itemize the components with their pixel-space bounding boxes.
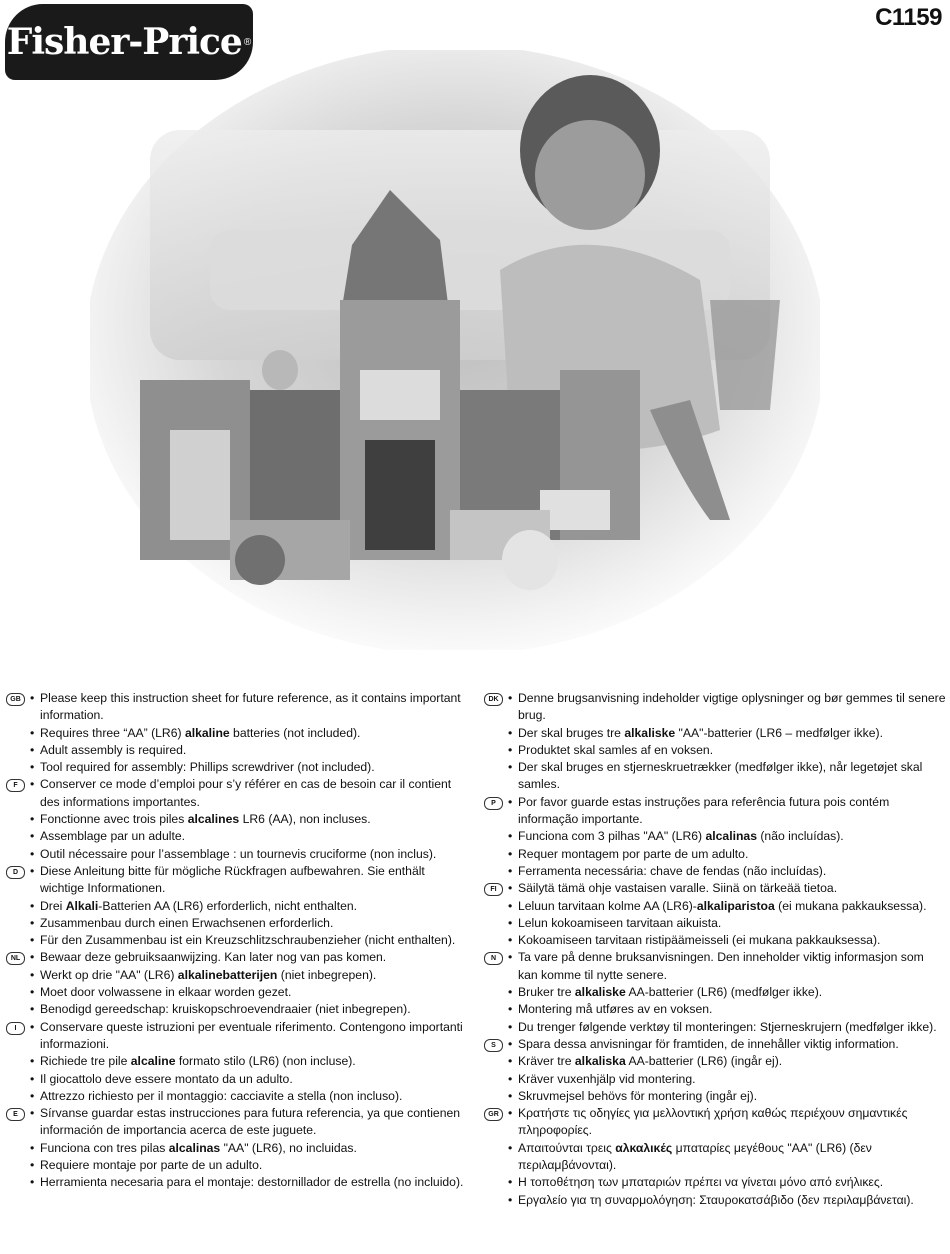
list-item: • Κρατήστε τις οδηγίες για μελλοντική χρήση καθώς περιέχουν σημαντικές πληροφορίες. xyxy=(508,1106,908,1138)
instructions-right-column xyxy=(484,690,946,1209)
list-item: • Moet door volwassene in elkaar worden gezet. xyxy=(30,985,292,1000)
list-item: • Richiede tre pile alcaline formato stilo (LR6) (non incluse). xyxy=(30,1054,356,1069)
language-section-i xyxy=(6,1019,468,1105)
language-badge: S xyxy=(484,1039,503,1052)
language-section-p xyxy=(484,794,946,880)
list-item: • Zusammenbau durch einen Erwachsenen erforderlich. xyxy=(30,915,334,930)
language-badge: D xyxy=(6,866,25,879)
list-item: • Εργαλείο για τη συναρμολόγηση: Σταυροκατσάβιδο (δεν περιλαμβάνεται). xyxy=(508,1192,914,1207)
basket-shape xyxy=(710,300,780,410)
list-item: • Attrezzo richiesto per il montaggio: cacciavite a stella (non incluso). xyxy=(30,1088,403,1103)
list-item: • Skruvmejsel behövs för montering (ingår ej). xyxy=(508,1088,758,1103)
list-item: • Bewaar deze gebruiksaanwijzing. Kan later nog van pas komen. xyxy=(30,950,387,965)
brand-name: Fisher-Price xyxy=(6,21,242,63)
language-section-n xyxy=(484,949,946,1035)
list-item: • Spara dessa anvisningar för framtiden, de innehåller viktig information. xyxy=(508,1036,899,1051)
list-item: • Für den Zusammenbau ist ein Kreuzschlitzschraubenzieher (nicht enthalten). xyxy=(30,933,456,948)
instructions-left-column xyxy=(6,690,468,1192)
list-item: • Denne brugsanvisning indeholder vigtige oplysninger og bør gemmes til senere brug. xyxy=(508,691,946,723)
language-badge: I xyxy=(6,1022,25,1035)
list-item: • Requiere montaje por parte de un adulto. xyxy=(30,1158,263,1173)
list-item: • Der skal bruges en stjerneskruetrækker (medfølger ikke), når legetøjet skal samles. xyxy=(508,760,923,792)
list-item: • Conserver ce mode d’emploi pour s’y référer en cas de besoin car il contient des informations importantes. xyxy=(30,777,452,809)
language-section-nl xyxy=(6,949,468,1018)
language-section-gb xyxy=(6,690,468,776)
list-item: • Diese Anleitung bitte für mögliche Rückfragen aufbewahren. Sie enthält wichtige Informationen. xyxy=(30,863,425,896)
registered-mark-icon: ® xyxy=(243,36,252,48)
list-item: • Säilytä tämä ohje vastaisen varalle. Siinä on tärkeää tietoa. xyxy=(508,881,838,896)
language-badge: GR xyxy=(484,1108,503,1121)
list-item: • Kräver vuxenhjälp vid montering. xyxy=(508,1071,696,1086)
language-section-dk xyxy=(484,690,946,794)
list-item: • Montering må utføres av en voksen. xyxy=(508,1002,713,1017)
list-item: • Fonctionne avec trois piles alcalines LR6 (AA), non incluses. xyxy=(30,812,371,827)
list-item: • Requires three “AA” (LR6) alkaline batteries (not included). xyxy=(30,725,361,740)
list-item: • Por favor guarde estas instruções para referência futura pois contém informação importante. xyxy=(508,794,890,827)
list-item: • Werkt op drie "AA" (LR6) alkalinebatterijen (niet inbegrepen). xyxy=(30,967,377,982)
list-item: • Assemblage par un adulte. xyxy=(30,829,185,844)
list-item: • Du trenger følgende verktøy til monteringen: Stjerneskrujern (medfølger ikke). xyxy=(508,1019,937,1034)
list-item: • Tool required for assembly: Phillips screwdriver (not included). xyxy=(30,760,375,775)
list-item: • Kräver tre alkaliska AA-batterier (LR6) (ingår ej). xyxy=(508,1054,783,1069)
list-item: • Produktet skal samles af en voksen. xyxy=(508,742,714,757)
language-section-e xyxy=(6,1105,468,1191)
list-item: • Leluun tarvitaan kolme AA (LR6)-alkaliparistoa (ei mukana pakkauksessa). xyxy=(508,898,927,913)
list-item: • Outil nécessaire pour l’assemblage : un tournevis cruciforme (non inclus). xyxy=(30,846,437,861)
language-badge: DK xyxy=(484,693,503,706)
list-item: • Drei Alkali-Batterien AA (LR6) erforderlich, nicht enthalten. xyxy=(30,898,358,913)
list-item: • Απαιτούνται τρεις αλκαλικές μπαταρίες μεγέθους "AA" (LR6) (δεν περιλαμβάνονται). xyxy=(508,1140,872,1173)
model-number: C1159 xyxy=(875,4,942,31)
list-item: • Herramienta necesaria para el montaje: destornillador de estrella (no incluido). xyxy=(30,1175,464,1190)
language-badge: GB xyxy=(6,693,25,706)
language-badge: NL xyxy=(6,952,25,965)
list-item: • Kokoamiseen tarvitaan ristipäämeisseli (ei mukana pakkauksessa). xyxy=(508,933,881,948)
list-item: • Please keep this instruction sheet for future reference, as it contains important information. xyxy=(30,691,461,723)
language-badge: P xyxy=(484,797,503,810)
language-badge: E xyxy=(6,1108,25,1121)
list-item: • Adult assembly is required. xyxy=(30,742,187,757)
list-item: • Der skal bruges tre alkaliske "AA"-batterier (LR6 – medfølger ikke). xyxy=(508,725,883,740)
language-section-gr xyxy=(484,1105,946,1209)
child-playing-with-castle-toy-photo xyxy=(90,50,820,650)
list-item: • Benodigd gereedschap: kruiskopschroevendraaier (niet inbegrepen). xyxy=(30,1002,411,1017)
list-item: • Sírvanse guardar estas instrucciones para futura referencia, ya que contienen información de importancia acerca de este juguete. xyxy=(30,1106,461,1138)
list-item: • Lelun kokoamiseen tarvitaan aikuista. xyxy=(508,915,722,930)
list-item: • Ferramenta necessária: chave de fendas (não incluídas). xyxy=(508,863,827,878)
language-section-fi xyxy=(484,880,946,949)
list-item: • Ta vare på denne bruksanvisningen. Den inneholder viktig informasjon som kan komme til nytte senere. xyxy=(508,950,924,982)
list-item: • Requer montagem por parte de um adulto. xyxy=(508,846,749,861)
language-badge: F xyxy=(6,779,25,792)
list-item: • Bruker tre alkaliske AA-batterier (LR6) (medfølger ikke). xyxy=(508,985,823,1000)
language-badge: N xyxy=(484,952,503,965)
list-item: • Il giocattolo deve essere montato da un adulto. xyxy=(30,1071,293,1086)
list-item: • Η τοποθέτηση των μπαταριών πρέπει να γίνεται μόνο από ενήλικες. xyxy=(508,1175,884,1190)
list-item: • Conservare queste istruzioni per eventuale riferimento. Contengono importanti informazioni. xyxy=(30,1019,463,1051)
language-badge: FI xyxy=(484,883,503,896)
language-section-d xyxy=(6,863,468,949)
language-section-f xyxy=(6,776,468,862)
language-section-s xyxy=(484,1036,946,1105)
list-item: • Funciona con tres pilas alcalinas "AA" (LR6), no incluidas. xyxy=(30,1140,357,1155)
list-item: • Funciona com 3 pilhas "AA" (LR6) alcalinas (não incluídas). xyxy=(508,829,844,844)
